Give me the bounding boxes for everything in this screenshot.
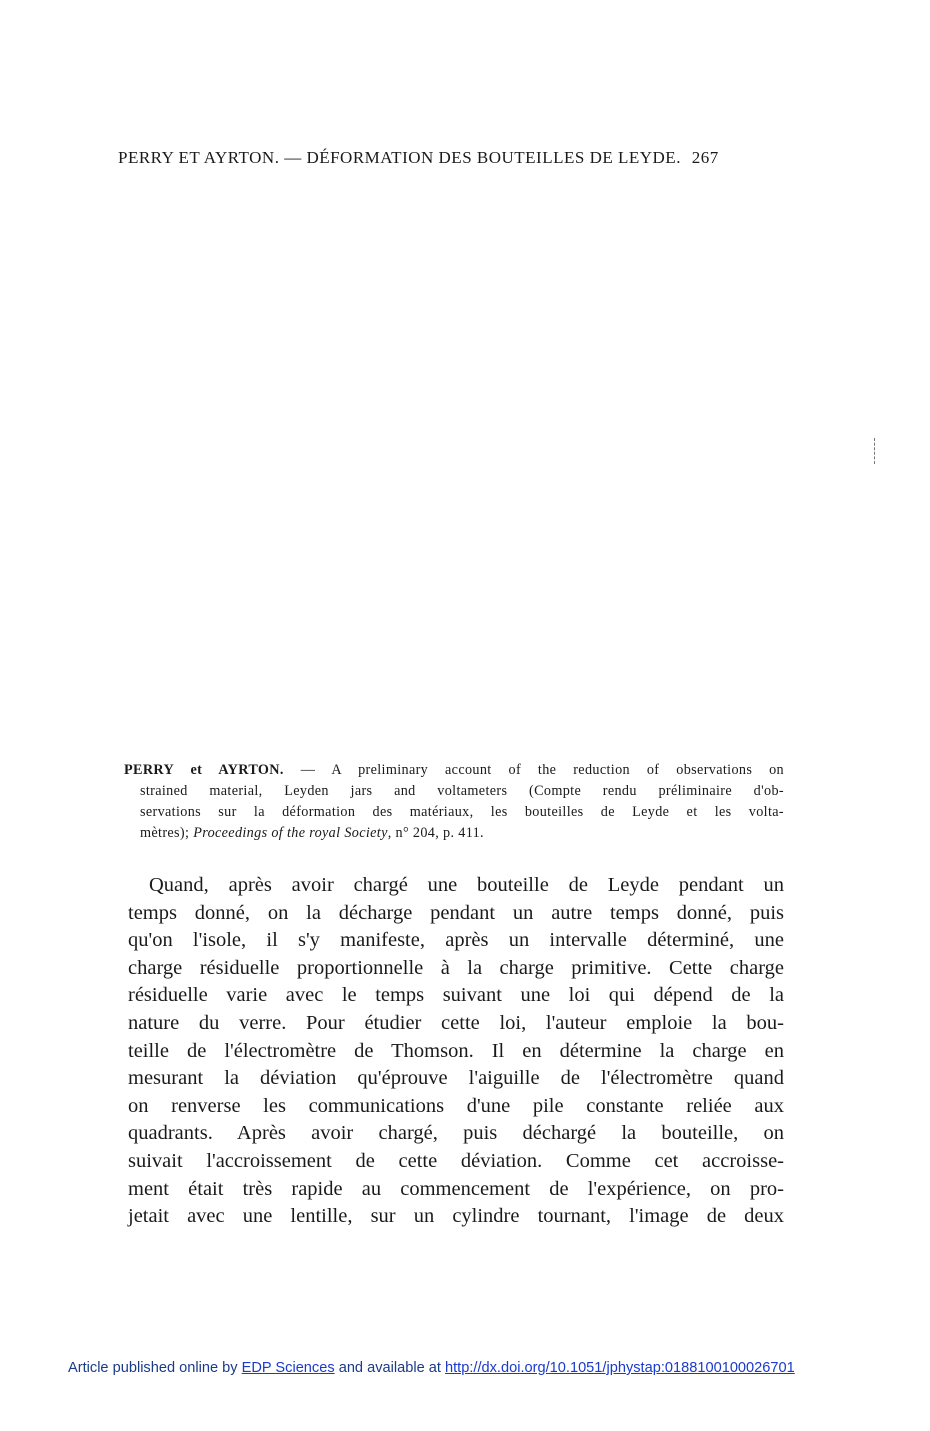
citation-line-4-start: mètres);: [140, 825, 190, 841]
citation-line-4: [124, 823, 784, 844]
body-paragraph: [128, 872, 784, 1231]
citation-line-4-end: , n° 204, p. 411.: [387, 825, 484, 841]
body-line: qu'on l'isole, il s'y manifeste, après un intervalle déterminé, une: [128, 929, 784, 952]
citation-authors: PERRY et AYRTON.: [124, 762, 284, 778]
body-line: on renverse les communications d'une pile constante reliée aux: [128, 1094, 784, 1117]
body-line: résiduelle varie avec le temps suivant une loi qui dépend de la: [128, 984, 784, 1007]
body-line: teille de l'électromètre de Thomson. Il en détermine la charge en: [128, 1039, 784, 1062]
body-line: suivait l'accroissement de cette déviation. Comme cet accroisse-: [128, 1149, 784, 1172]
body-line: temps donné, on la décharge pendant un autre temps donné, puis: [128, 901, 784, 924]
body-line: Quand, après avoir chargé une bouteille de Leyde pendant un: [149, 874, 784, 896]
body-line: mesurant la déviation qu'éprouve l'aiguille de l'électromètre quand: [128, 1067, 784, 1090]
publication-footer: [68, 1360, 795, 1376]
running-head: [118, 148, 798, 168]
body-line: quadrants. Après avoir chargé, puis déchargé la bouteille, on: [128, 1122, 784, 1145]
footer-prefix: Article published online by: [68, 1360, 238, 1376]
publisher-link[interactable]: EDP Sciences: [241, 1360, 335, 1376]
body-line: jetait avec une lentille, sur un cylindre tournant, l'image de deux: [128, 1205, 784, 1228]
body-line: ment était très rapide au commencement de l'expérience, on pro-: [128, 1177, 784, 1200]
doi-link[interactable]: http://dx.doi.org/10.1051/jphystap:0188100100026701: [445, 1360, 795, 1376]
bibliographic-citation: [124, 760, 784, 844]
page-number: 267: [691, 148, 719, 167]
citation-line-1: [124, 760, 784, 781]
body-line: charge résiduelle proportionnelle à la charge primitive. Cette charge: [128, 956, 784, 979]
citation-line-2: strained material, Leyden jars and voltameters (Compte rendu préliminaire d'ob-: [140, 783, 784, 799]
body-line: nature du verre. Pour étudier cette loi, l'auteur emploie la bou-: [128, 1011, 784, 1034]
citation-journal: Proceedings of the royal Society: [193, 825, 388, 841]
citation-line-1-rest: — A preliminary account of the reduction of observations on: [300, 762, 785, 778]
footer-middle: and available at: [338, 1360, 441, 1376]
margin-mark: [874, 438, 876, 464]
citation-line-3: servations sur la déformation des matériaux, les bouteilles de Leyde et les volta-: [140, 804, 784, 820]
running-head-title: PERRY ET AYRTON. — DÉFORMATION DES BOUTEILLES DE LEYDE.: [118, 148, 681, 167]
